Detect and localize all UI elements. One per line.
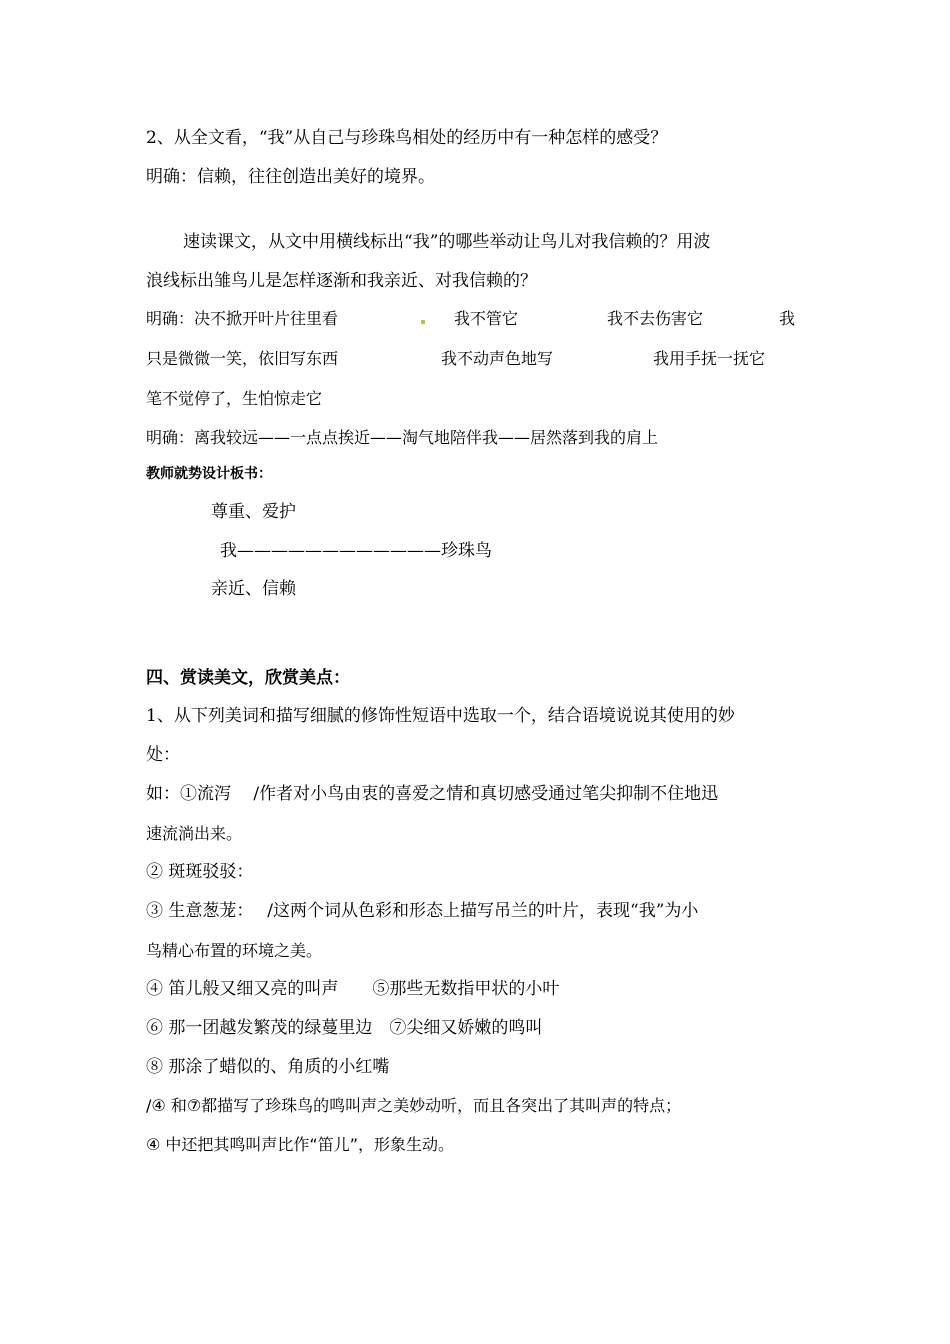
question-2: 2、从全文看，“我”从自己与珍珠鸟相处的经历中有一种怎样的感受？	[146, 128, 668, 148]
example6-7: ⑥ 那一团越发繁茂的绿蔓里边 ⑦尖细又娇嫩的鸣叫	[146, 1018, 543, 1038]
answer1-line2-a: 只是微微一笑，依旧写东西	[146, 349, 339, 368]
marker-dot	[421, 320, 425, 324]
answer1-line3: 笔不觉停了，生怕惊走它	[146, 389, 323, 408]
example9-line1: /④ 和⑦都描写了珍珠鸟的鸣叫声之美妙动听，而且各突出了其叫声的特点；	[146, 1096, 682, 1115]
board-middle: 我————————————珍珠鸟	[220, 541, 492, 561]
answer1-item3: 我不去伤害它	[607, 309, 704, 328]
section4-heading: 四、赏读美文，欣赏美点：	[146, 668, 350, 688]
example4-5: ④ 笛儿般又细又亮的叫声 ⑤那些无数指甲状的小叶	[146, 979, 560, 999]
example9-line2: ④ 中还把其鸣叫声比作“笛儿”，形象生动。	[146, 1135, 455, 1154]
answer-2-progression: 明确：离我较远——一点点挨近——淘气地陪伴我——居然落到我的肩上	[146, 428, 659, 447]
example3-line1: ③ 生意葱茏： /这两个词从色彩和形态上描写吊兰的叶片，表现“我”为小	[146, 901, 699, 921]
board-bottom: 亲近、信赖	[211, 579, 296, 599]
example1-line1: 如：①流泻 /作者对小鸟由衷的喜爱之情和真切感受通过笔尖抑制不住地迅	[146, 784, 719, 804]
answer1-line2-c: 我用手抚一抚它	[653, 349, 766, 368]
answer1-prefix: 明确：决不掀开叶片往里看	[146, 309, 339, 328]
answer1-item2: 我不管它	[454, 309, 519, 328]
example3-line2: 鸟精心布置的环境之美。	[146, 941, 323, 960]
board-title: 教师就势设计板书：	[146, 466, 272, 482]
board-top: 尊重、爱护	[211, 502, 296, 522]
example8: ⑧ 那涂了蜡似的、角质的小红嘴	[146, 1057, 390, 1077]
answer1-item4a: 我	[779, 309, 796, 328]
section4-q1-line2: 处：	[146, 745, 180, 765]
answer-2: 明确：信赖，往往创造出美好的境界。	[146, 167, 435, 187]
example1-line2: 速流淌出来。	[146, 824, 243, 843]
reading-instruction-line2: 浪线标出雏鸟儿是怎样逐渐和我亲近、对我信赖的？	[146, 271, 537, 291]
example2: ② 斑斑驳驳：	[146, 862, 254, 882]
reading-instruction-line1: 速读课文，从文中用横线标出“我”的哪些举动让鸟儿对我信赖的？用波	[183, 232, 711, 252]
section4-q1-line1: 1、从下列美词和描写细腻的修饰性短语中选取一个，结合语境说说其使用的妙	[146, 706, 735, 726]
answer1-line2-b: 我不动声色地写	[441, 349, 554, 368]
